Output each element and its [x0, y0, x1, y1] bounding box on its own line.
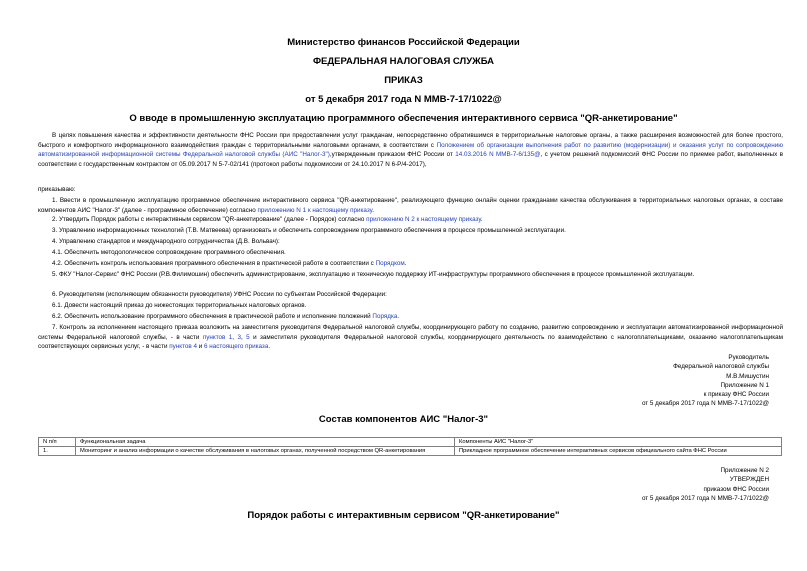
preamble-text: В целях повышения качества и эффективности деятельности ФНС России при предоставлении услуг гражданам, непосредственно обратившимся в территориальные налоговые органы, а также расширения возможностей для более простого, быстрого и комфортного информационного взаимодействия граждан с территориальными налоговыми органами, в соответствии с [38, 132, 783, 149]
appendix-2-order: приказом ФНС России [703, 485, 769, 493]
components-table [38, 437, 782, 456]
table-header-row [39, 438, 782, 447]
item-2: 2. Утвердить Порядок работы с интерактивным сервисом "QR-анкетирование" (далее - Порядок) согласно приложению N 2 к настоящему приказу. [52, 216, 483, 223]
item-text: 2. Утвердить Порядок работы с интерактивным сервисом "QR-анкетирование" (далее - Порядок) согласно [52, 216, 367, 223]
procedure-link[interactable]: Порядком [375, 260, 405, 267]
item-4: 4. Управлению стандартов и международного сотрудничества (Д.В. Вольвач): [52, 238, 280, 245]
item-1: 1. Ввести в промышленную эксплуатацию программное обеспечение интерактивного сервиса "QR-анкетирование", реализующего функцию онлайн оценки гражданами качества обслуживания в территориальных налоговых органах, в составе компонентов АИС "Налог-3" (далее - программное обеспечение) согласно приложению N 1 к настоящему приказу. [38, 197, 783, 214]
appendix-1-order: к приказу ФНС России [703, 391, 769, 399]
appendix-2-title: Порядок работы с интерактивным сервисом "QR-анкетирование" [247, 510, 560, 521]
item-6-1: 6.1. Довести настоящий приказ до нижестоящих территориальных налоговых органов. [52, 302, 307, 309]
item-text: 4.2. Обеспечить контроль использования программного обеспечения в практической работе в соответствии с [52, 260, 376, 267]
item-text: 1. Ввести в промышленную эксплуатацию программное обеспечение интерактивного сервиса "QR-анкетирование", реализующего функцию онлайн оценки гражданами качества обслуживания в территориальных налоговых органах, в составе компонентов АИС "Налог-3" (далее - программное обеспечение) согласно [38, 197, 783, 214]
item-6-2: 6.2. Обеспечить использование программного обеспечения в практической работе и исполнение положений Порядка. [52, 313, 400, 320]
appendix-1-link[interactable]: приложению N 1 к настоящему приказу [257, 206, 373, 214]
preamble-paragraph [38, 131, 783, 169]
doc-type-heading: ПРИКАЗ [384, 75, 423, 86]
signature-name: М.В.Мишустин [726, 372, 769, 380]
point-4-link[interactable]: пунктов 4 [169, 343, 198, 350]
signature-title: Руководитель [728, 354, 769, 361]
appendix-2-block [642, 466, 769, 503]
item-text: и заместителя руководителя Федеральной налоговой службы, координирующего деятельность по взаимодействию с налогоплательщиками, оказанию налогоплательщикам соответствующих сервисных услуг, - в части [38, 333, 784, 350]
appendix-1-title: Состав компонентов АИС "Налог-3" [318, 414, 489, 425]
appendix-2-date: от 5 декабря 2017 года N ММВ-7-17/1022@ [641, 494, 769, 502]
column-header: Компоненты АИС "Налог-3" [455, 438, 782, 447]
appendix-2-approved: УТВЕРЖДЕН [729, 476, 769, 484]
item-5: 5. ФКУ "Налог-Сервис" ФНС России (Р.В.Филимошин) обеспечить администрирование, эксплуатацию и техническую поддержку ИТ-инфраструктуры программного обеспечения в процессе промышленной эксплуатации. [52, 271, 695, 278]
item-3: 3. Управлению информационных технологий (Т.В. Матвеева) организовать и обеспечить сопровождение программного обеспечения в процессе промышленной эксплуатации. [52, 227, 566, 234]
preamble-text: ,утвержденным приказом ФНС России от [329, 151, 456, 158]
service-heading: ФЕДЕРАЛЬНАЯ НАЛОГОВАЯ СЛУЖБА [312, 56, 495, 67]
column-header: N п/п [39, 438, 76, 447]
ministry-heading: Министерство финансов Российской Федерации [287, 37, 520, 48]
signature-org: Федеральной налоговой службы [673, 363, 769, 371]
signature-block [642, 353, 769, 409]
regulation-link[interactable]: Положением об организации выполнения работ по развитию (модернизации) и оказания услуг по сопровождению автоматизированной информационной системы Федеральной налоговой службы (АИС "Налог-3") [38, 141, 783, 158]
point-3-link[interactable]: 3 [237, 333, 241, 341]
item-6: 6. Руководителям (исполняющим обязанности руководителя) УФНС России по субъектам Российской Федерации: [52, 291, 387, 298]
appendix-1-date: от 5 декабря 2017 года N ММВ-7-17/1022@ [641, 400, 769, 408]
date-number-heading: от 5 декабря 2017 года N ММВ-7-17/1022@ [305, 94, 502, 105]
item-4-1: 4.1. Обеспечить методологическое сопровождение программного обеспечения. [52, 249, 286, 256]
point-1-link[interactable]: пунктов 1 [202, 333, 233, 341]
point-5-link[interactable]: 5 [246, 333, 250, 341]
item-text: 6.2. Обеспечить использование программного обеспечения в практической работе и исполнение положений [52, 313, 373, 320]
item-4-2: 4.2. Обеспечить контроль использования программного обеспечения в практической работе в соответствии с Порядком. [52, 260, 407, 267]
appendix-1-label: Приложение N 1 [720, 381, 769, 389]
item-7: 7. Контроль за исполнением настоящего приказа возложить на заместителя руководителя Федеральной налоговой службы, координирующего работу по созданию, развитию сопровождению и эксплуатации автоматизированной информационной системы Федеральной налоговой службы, - в части пунктов 1, 3, 5 и заместителя руководителя Федеральной налоговой службы, координирующего деятельность по взаимодействию с налогоплательщиками, оказанию налогоплательщикам соответствующих сервисных услуг, - в части пунктов 4 и 6 настоящего приказа. [38, 324, 784, 350]
table-row [39, 447, 782, 456]
subject-heading: О вводе в промышленную эксплуатацию программного обеспечения интерактивного сервиса "QR-анкетирование" [129, 113, 678, 124]
procedure-link[interactable]: Порядка [372, 313, 398, 320]
item-text: и [197, 343, 205, 350]
point-6-link[interactable]: 6 настоящего приказа [204, 343, 269, 350]
order-word: приказываю: [38, 186, 76, 193]
item-text: 7. Контроль за исполнением настоящего приказа возложить на заместителя руководителя Федеральной налоговой службы, координирующего работу по созданию, развитию сопровождению и эксплуатации автоматизированной информационной системы Федеральной налоговой службы, - в части [38, 324, 783, 341]
column-header: Функциональная задача [76, 438, 455, 447]
preamble-text: , с учетом решений подкомиссий ФНС России по приемке работ, выполненных в соответствии с государственным контрактом от 05.09.2017 N 5-7-02/141 (протокол работы подкомиссии от 24.10.2017 N 6-Р/4-2017), [38, 151, 783, 168]
table-cell: Мониторинг и анализ информации о качестве обслуживания в налоговых органах, полученной посредством QR-анкетирования [76, 447, 455, 456]
appendix-2-label: Приложение N 2 [720, 467, 769, 474]
table-cell: 1. [39, 447, 76, 456]
appendix-2-link[interactable]: приложению N 2 к настоящему приказу [366, 216, 481, 223]
order-link[interactable]: 14.03.2016 N ММВ-7-6/135@ [455, 151, 541, 158]
table-cell: Прикладное программное обеспечение интерактивных сервисов официального сайта ФНС России [455, 447, 782, 456]
